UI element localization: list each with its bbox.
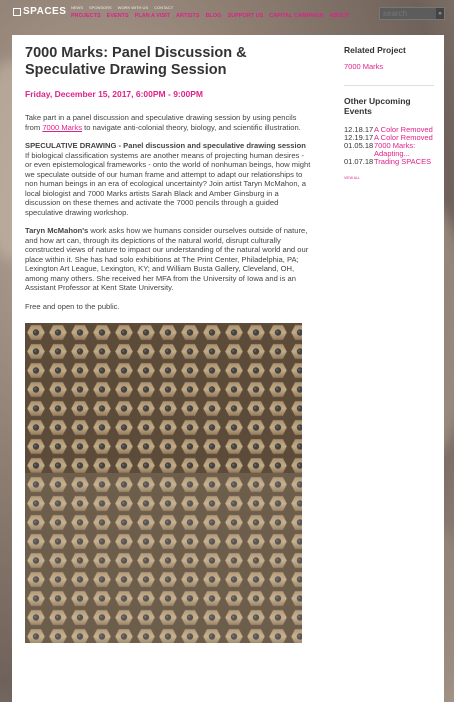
event-item-title[interactable]: Trading SPACES bbox=[374, 157, 432, 166]
event-item-date: 12.18.17 bbox=[344, 125, 374, 134]
upcoming-events-heading: Other Upcoming Events bbox=[344, 96, 411, 116]
secondary-nav bbox=[71, 5, 173, 10]
sidebar-divider bbox=[344, 85, 434, 86]
search-input[interactable] bbox=[380, 8, 436, 19]
project-link[interactable]: 7000 Marks bbox=[42, 122, 82, 132]
upcoming-events-list bbox=[344, 126, 434, 166]
bio-paragraph bbox=[25, 226, 312, 293]
intro-paragraph bbox=[25, 113, 312, 132]
intro-text: Take part in a panel discussion and speculative drawing session by using pencils from bbox=[25, 113, 297, 132]
description-paragraph: If biological classification systems are another means of projecting human desires - or even epistemological frameworks - onto the world of nonhuman beings, how might we speculate outside of our human frame and attempt to adapt our relationships to non human beings in an era of ecological uncertainty? Join artist Taryn McMahon, a local biologist and 7000 Marks artists Sarah Black and Amber Ginsburg in a discussion on these themes and activate the 7000 pencils through a guided speculative drawing workshop. bbox=[25, 150, 311, 217]
main-content bbox=[25, 45, 312, 643]
top-navigation-bar bbox=[0, 0, 454, 28]
event-item-title[interactable]: 7000 Marks: Adapting... bbox=[374, 141, 416, 158]
nav-item-artists[interactable]: ARTISTS bbox=[176, 13, 200, 19]
page-title: 7000 Marks: Panel Discussion & Speculative Drawing Session bbox=[25, 45, 247, 78]
search-box bbox=[379, 7, 445, 20]
section-subheading: SPECULATIVE DRAWING - Panel discussion and speculative drawing session bbox=[25, 141, 306, 150]
event-date: Friday, December 15, 2017, 6:00PM - 9:00PM bbox=[25, 89, 203, 99]
search-submit-button[interactable]: » bbox=[436, 8, 444, 19]
event-item-title[interactable]: A Color Removed bbox=[374, 133, 433, 142]
logo-square-icon bbox=[13, 8, 21, 16]
event-item-date: 01.07.18 bbox=[344, 157, 374, 166]
nav-item-about[interactable]: ABOUT bbox=[329, 13, 350, 19]
nav-item-projects[interactable]: PROJECTS bbox=[71, 13, 101, 19]
subnav-item-contact[interactable]: CONTACT bbox=[154, 5, 174, 10]
event-list-item[interactable] bbox=[344, 142, 434, 158]
subnav-item-news[interactable]: NEWS bbox=[71, 5, 83, 10]
subnav-item-work-with-us[interactable]: WORK WITH US bbox=[117, 5, 149, 10]
pencil-stack-photo bbox=[25, 323, 302, 643]
related-project-heading: Related Project bbox=[344, 45, 406, 55]
logo-text: SPACES bbox=[23, 6, 67, 17]
event-item-title[interactable]: A Color Removed bbox=[374, 125, 433, 134]
sidebar bbox=[344, 45, 434, 180]
event-list-item[interactable] bbox=[344, 158, 434, 166]
spaces-logo[interactable] bbox=[13, 6, 66, 17]
event-item-date: 12.19.17 bbox=[344, 133, 374, 142]
primary-nav bbox=[71, 13, 349, 19]
nav-item-blog[interactable]: BLOG bbox=[205, 13, 222, 19]
subnav-item-sponsors[interactable]: SPONSORS bbox=[89, 5, 112, 10]
nav-item-plan-a-visit[interactable]: PLAN A VISIT bbox=[134, 13, 171, 19]
content-panel bbox=[12, 35, 444, 702]
intro-text-end: to navigate anti-colonial theory, biology, and scientific illustration. bbox=[82, 122, 301, 132]
artist-name: Taryn McMahon's bbox=[25, 226, 89, 235]
view-all-events-link[interactable]: VIEW ALL bbox=[344, 176, 360, 180]
related-project-link[interactable]: 7000 Marks bbox=[344, 62, 384, 71]
nav-item-events[interactable]: EVENTS bbox=[106, 13, 129, 19]
nav-item-capital-campaign[interactable]: CAPITAL CAMPAIGN bbox=[269, 13, 324, 19]
nav-item-support-us[interactable]: SUPPORT US bbox=[227, 13, 264, 19]
admission-note: Free and open to the public. bbox=[25, 301, 120, 311]
pencil-stack-image bbox=[25, 323, 302, 643]
bio-text: work asks how we humans consider ourselves outside of nature, and how art can, through its depictions of the natural world, disrupt culturally constructed views of nature to impact our understanding of the natural world and our place within it. She has had solo exhibitions at The Print Center, Philadelphia, PA; Lexington Art League, Lexington, KY; and William Busta Gallery, Cleveland, OH, among many others. She received her MFA from the University of Iowa and is an Assistant Professor at Kent State University. bbox=[25, 226, 309, 292]
event-item-date: 01.05.18 bbox=[344, 141, 374, 150]
